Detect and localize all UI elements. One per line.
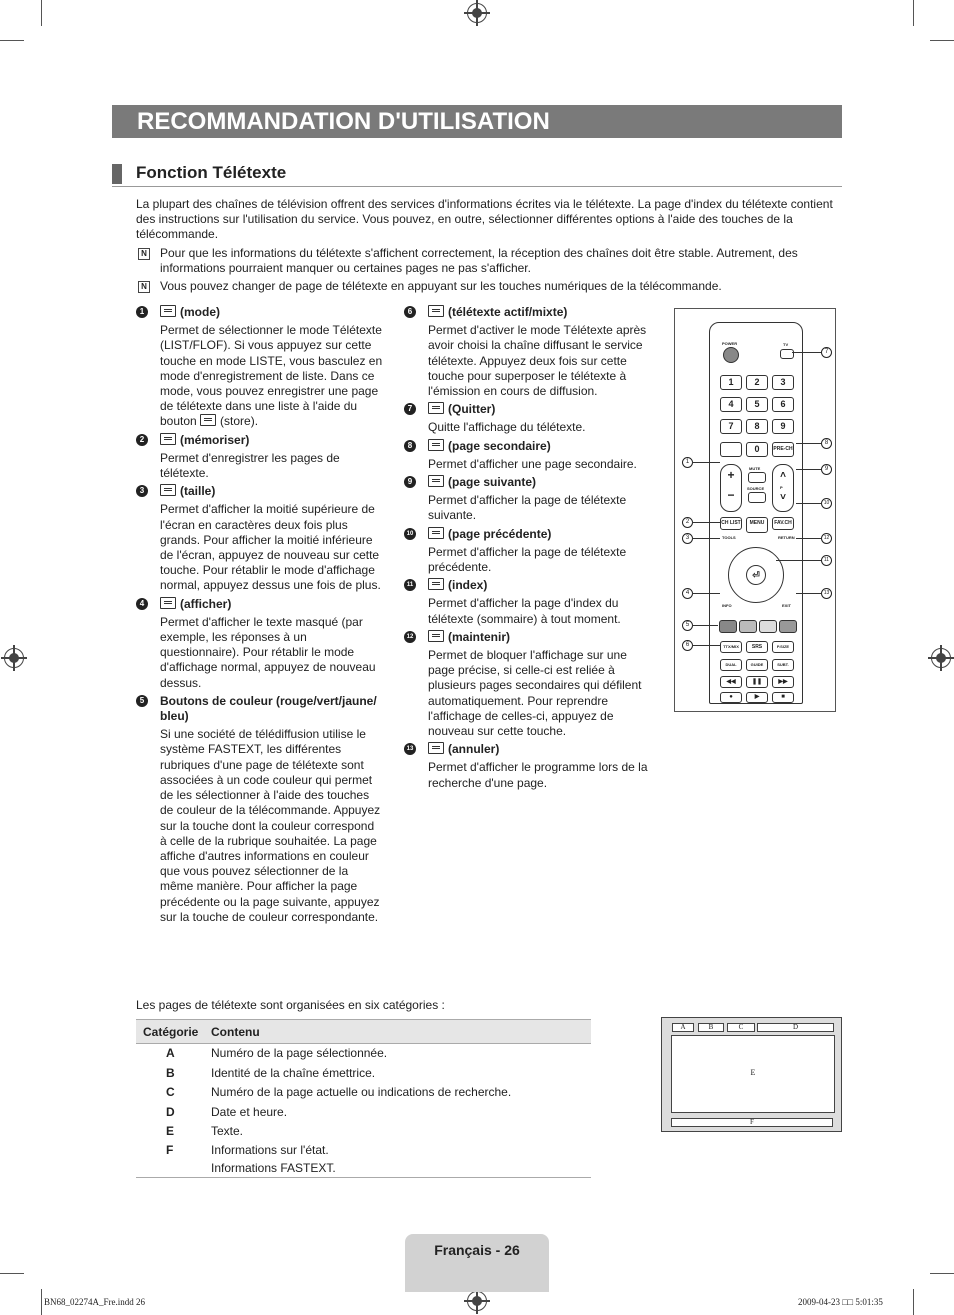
callout-line [796, 593, 821, 594]
callout-4: 4 [682, 588, 693, 599]
item-heading: (page suivante) [448, 475, 537, 490]
note-1: Pour que les informations du télétexte s'affichent correctement, la réception des chaînes doit être stable. Autrement, des informations pourraient manquer ou certaines pages ne pas s'afficher. [160, 246, 798, 276]
green-button [739, 620, 757, 633]
teletext-screen-diagram [661, 1017, 842, 1132]
mute-label: MUTE [749, 466, 761, 471]
guide-button: GUIDE [746, 659, 768, 671]
teletext-mix-button-icon [428, 305, 444, 317]
digit-button: 7 [720, 419, 742, 434]
crop-mark [41, 1289, 42, 1315]
table-row-category: F [166, 1143, 174, 1157]
volume-rocker-icon: + − [720, 464, 742, 512]
item-number: 3 [136, 485, 148, 497]
callout-10: 10 [821, 498, 832, 509]
table-row-category: D [166, 1105, 175, 1119]
callout-6: 6 [682, 640, 693, 651]
screen-zone-b: B [698, 1023, 724, 1032]
callout-line [692, 538, 720, 539]
callout-11: 11 [821, 555, 832, 566]
item-description: Permet d'afficher la page de télétexte suivante. [428, 493, 627, 523]
screen-zone-d: D [757, 1023, 834, 1032]
page-up-button-icon [428, 475, 444, 487]
item-number: 13 [404, 743, 416, 755]
p-size-button: P.SIZE [772, 641, 794, 653]
page-banner-title: RECOMMANDATION D'UTILISATION [112, 105, 842, 138]
yellow-button [759, 620, 777, 633]
item-description: Si une société de télédiffusion utilise le système FASTEXT, les différentes rubriques d'une page de télétexte sont associées à un code couleur qui permet de les sélectionner à l'aide des touches de couleur de la télécommande. Appuyez sur la touche dont la couleur correspond à celle de la rubrique souhaitée. La page affiche d'autres informations en couleur que vous pouvez sélectionner de la même manière. Pour afficher la page précédente ou la page suivante, appuyez sur la touche de couleur correspondante. [160, 727, 381, 924]
blue-button [779, 620, 797, 633]
list-item [404, 742, 654, 791]
digit-button: 9 [772, 419, 794, 434]
mode-button-icon [160, 305, 176, 317]
info-label: INFO [722, 603, 732, 608]
callout-line [792, 352, 821, 353]
digit-button: 0 [746, 442, 768, 457]
item-description: Permet d'afficher la page de télétexte précédente. [428, 544, 627, 575]
hold-button-icon [428, 630, 444, 642]
item-heading: (afficher) [180, 596, 232, 611]
callout-line [692, 645, 720, 646]
pause-button-icon: ❚❚ [746, 676, 768, 688]
menu-button: MENU [746, 517, 768, 533]
tv-label: TV [783, 342, 789, 347]
item-heading: (maintenir) [448, 629, 511, 644]
table-intro: Les pages de télétexte sont organisées en six catégories : [136, 998, 445, 1012]
table-row-content: Informations FASTEXT. [211, 1161, 336, 1175]
crop-mark [930, 40, 954, 41]
item-heading: Boutons de couleur (rouge/vert/jaune/ bleu) [160, 693, 377, 724]
item-description: Permet d'afficher la moitié supérieure de l'écran en caractères deux fois plus grands. Pour afficher la moitié inférieure de l'écran, appuyez de nouveau sur cette touche. Pour rétablir le mode d'affichage normal, appuyez dessus une fois de plus. [160, 502, 381, 593]
store-button-icon [200, 414, 216, 426]
item-heading: (taille) [180, 484, 216, 499]
callout-13: 13 [821, 588, 832, 599]
callout-line [692, 462, 720, 463]
list-item [136, 694, 384, 925]
table-header [136, 1019, 591, 1044]
intro-paragraph: La plupart des chaînes de télévision offrent des services d'informations écrites via le télétexte. La page d'index du télétexte contient des instructions sur l'utilisation du service. Vous pouvez, en outre, sélectionner différentes options à l'aide des touches de la télécommande. [136, 197, 833, 242]
section-title: Fonction Télétexte [136, 163, 287, 182]
item-number: 6 [404, 306, 416, 318]
item-heading: (Quitter) [448, 402, 496, 417]
return-label: RETURN [778, 535, 795, 540]
crop-mark [913, 0, 914, 26]
table-row-category: E [166, 1124, 175, 1138]
callout-line [796, 443, 821, 444]
remote-control-illustration [709, 322, 803, 704]
list-item [404, 527, 654, 576]
item-description: Permet d'afficher le texte masqué (par exemple, les réponses à un questionnaire). Pour rétablir le mode d'affichage normal, appuyez de nouveau dessus. [160, 614, 376, 690]
registration-mark-icon [467, 1291, 487, 1311]
record-button-icon: ● [720, 692, 742, 703]
note-icon: N [138, 281, 150, 293]
callout-line [796, 538, 821, 539]
note-icon: N [138, 248, 150, 260]
list-item [404, 630, 654, 739]
item-heading: (mémoriser) [180, 432, 250, 447]
crop-mark [913, 1289, 914, 1315]
list-item [136, 484, 384, 593]
page-number-label: Français - 26 [434, 1242, 520, 1258]
index-button-icon [428, 578, 444, 590]
stop-button-icon: ■ [772, 692, 794, 703]
table-row-category: B [166, 1066, 175, 1080]
item-description-tail: (store). [220, 414, 259, 429]
callout-line [692, 593, 720, 594]
print-slug-filename: BN68_02274A_Fre.indd 26 [44, 1297, 145, 1307]
source-button-icon [748, 492, 766, 503]
reveal-button-icon [160, 597, 176, 609]
list-item [404, 578, 654, 627]
source-label: SOURCE [747, 486, 765, 491]
callout-line [692, 522, 720, 523]
ch-list-button: CH LIST [720, 517, 742, 530]
item-description: Permet d'activer le mode Télétexte après avoir choisi la chaîne diffusant le service télétexte. Appuyez deux fois sur cette touche pour superposer le télétexte à l'émission en cours de diffusion. [428, 323, 647, 399]
callout-9: 9 [821, 464, 832, 475]
digit-button: 3 [772, 375, 794, 390]
tools-label: TOOLS [722, 535, 736, 540]
enter-button-icon: ⏎ [746, 565, 766, 585]
screen-zone-e-area [671, 1035, 835, 1113]
item-description: Quitte l'affichage du télétexte. [428, 420, 586, 435]
list-item [136, 597, 384, 691]
callout-3: 3 [682, 533, 693, 544]
page-down-button-icon [428, 527, 444, 539]
p-label: P [780, 485, 783, 490]
item-description: Permet de bloquer l'affichage sur une page précise, si celle-ci est reliée à plusieurs pages secondaires qui défilent automatiquement. Pour reprendre l'affichage de celles-ci, appuyez de nouveau sur cette touche. [428, 648, 642, 739]
size-button-icon [160, 484, 176, 496]
list-item [404, 402, 654, 435]
item-number: 2 [136, 434, 148, 446]
screen-zone-e: E [750, 1068, 756, 1077]
store-button-icon [160, 433, 176, 445]
crop-mark [41, 0, 42, 26]
digit-button: 5 [746, 397, 768, 412]
pre-ch-button: PRE-CH [772, 442, 794, 457]
item-number: 1 [136, 306, 148, 318]
callout-line [692, 625, 718, 626]
list-item [136, 433, 384, 482]
exit-label: EXIT [782, 603, 791, 608]
table-row-content: Numéro de la page sélectionnée. [211, 1046, 388, 1060]
fav-ch-button: FAV.CH [772, 517, 794, 530]
item-number: 10 [404, 528, 416, 540]
crop-mark [0, 40, 24, 41]
item-description: Permet d'enregistrer les pages de télétexte. [160, 450, 340, 481]
callout-8: 8 [821, 438, 832, 449]
channel-rocker-icon: ˄ ˅ [772, 464, 794, 512]
callout-1: 1 [682, 457, 693, 468]
section-divider [112, 186, 842, 187]
print-slug-timestamp: 2009-04-23 □□ 5:01:35 [798, 1297, 883, 1307]
item-number: 5 [136, 695, 148, 707]
sub-page-button-icon [428, 439, 444, 451]
item-heading: (page secondaire) [448, 438, 551, 453]
table-row-content: Identité de la chaîne émettrice. [211, 1066, 376, 1080]
callout-line [796, 469, 821, 470]
table-row-content: Texte. [211, 1124, 244, 1138]
digit-button: 1 [720, 375, 742, 390]
power-button-icon [723, 347, 739, 363]
crop-mark [0, 1273, 24, 1274]
digit-button: 6 [772, 397, 794, 412]
crop-mark [930, 1273, 954, 1274]
callout-5: 5 [682, 620, 693, 631]
item-description: Permet d'afficher le programme lors de la recherche d'une page. [428, 760, 648, 790]
item-number: 12 [404, 631, 416, 643]
exit-button-icon [428, 402, 444, 414]
item-number: 11 [404, 579, 416, 591]
item-description: Permet de sélectionner le mode Télétexte (LIST/FLOF). Si vous appuyez sur cette touche en mode LISTE, vous basculez en mode d'enregistrement de liste. Dans ce mode, vous pouvez enregistrer une page de télétexte dans une liste à l'aide du bouton [160, 323, 383, 429]
digit-button: 2 [746, 375, 768, 390]
rewind-button-icon: ◀◀ [720, 676, 742, 688]
digit-button: 4 [720, 397, 742, 412]
fast-forward-button-icon: ▶▶ [772, 676, 794, 688]
table-row-content: Date et heure. [211, 1105, 288, 1119]
registration-mark-icon [931, 648, 951, 668]
table-bottom-rule [136, 1177, 591, 1178]
table-row-content: Informations sur l'état. [211, 1143, 329, 1157]
item-heading: (page précédente) [448, 526, 552, 541]
screen-zone-a: A [672, 1023, 694, 1032]
mute-button-icon [748, 472, 766, 483]
note-2: Vous pouvez changer de page de télétexte en appuyant sur les touches numériques de la télécommande. [160, 279, 722, 293]
items-left-column [136, 305, 384, 927]
item-number: 4 [136, 598, 148, 610]
callout-2: 2 [682, 517, 693, 528]
list-item [404, 439, 654, 472]
item-heading: (index) [448, 578, 488, 593]
dual-button: DUAL [720, 659, 742, 671]
item-number: 8 [404, 440, 416, 452]
table-row-content: Numéro de la page actuelle ou indications de recherche. [211, 1085, 512, 1099]
callout-line [776, 560, 821, 561]
screen-zone-c: C [727, 1023, 755, 1032]
table-row-category: C [166, 1085, 175, 1099]
list-item [404, 475, 654, 524]
item-number: 7 [404, 403, 416, 415]
callout-line [796, 503, 821, 504]
callout-7: 7 [821, 347, 832, 358]
item-heading: (mode) [180, 305, 220, 319]
item-heading: (télétexte actif/mixte) [448, 305, 568, 319]
item-heading: (annuler) [448, 742, 500, 757]
digit-button: 8 [746, 419, 768, 434]
cancel-button-icon [428, 742, 444, 754]
screen-zone-f: F [671, 1118, 833, 1127]
teletext-store-button-icon [720, 442, 742, 457]
ttx-mix-button: TTX/MIX [720, 641, 742, 653]
srs-button: SRS [746, 641, 768, 653]
section-marker [112, 164, 122, 184]
list-item [136, 305, 384, 430]
play-button-icon: ▶ [746, 692, 768, 703]
items-right-column [404, 305, 654, 793]
callout-12: 12 [821, 533, 832, 544]
power-label: POWER [722, 341, 738, 346]
table-header-category: Catégorie [143, 1025, 199, 1039]
list-item [404, 305, 654, 399]
registration-mark-icon [467, 3, 487, 23]
item-description: Permet d'afficher une page secondaire. [428, 456, 637, 471]
item-description: Permet d'afficher la page d'index du télétexte (sommaire) à tout moment. [428, 596, 621, 626]
item-number: 9 [404, 476, 416, 488]
table-header-content: Contenu [211, 1025, 260, 1039]
subt-button: SUBT. [772, 659, 794, 671]
registration-mark-icon [4, 648, 24, 668]
tv-button-icon [780, 349, 794, 359]
table-row-category: A [166, 1046, 175, 1060]
red-button [719, 620, 737, 633]
